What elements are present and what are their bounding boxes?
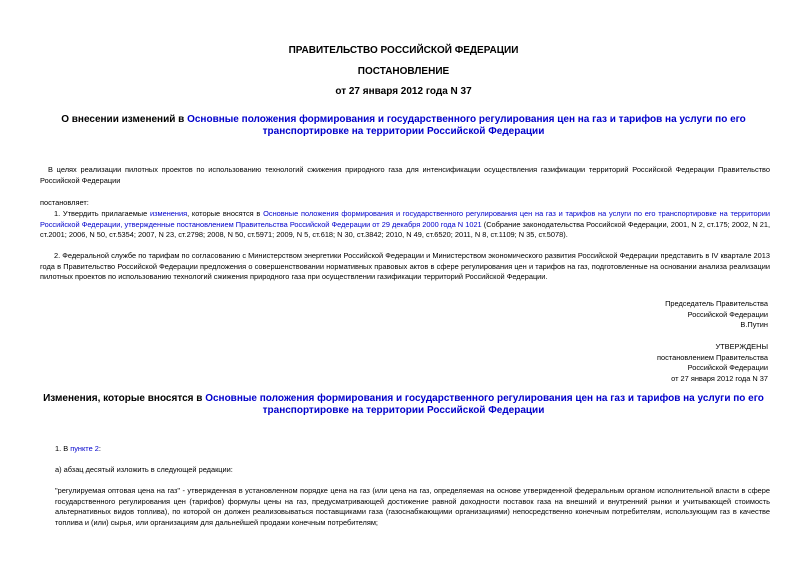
clause-2-link[interactable]: пункте 2: [70, 444, 99, 453]
item1-text-1: 1. В: [55, 444, 71, 453]
signature-name: В.Путин: [740, 320, 768, 329]
changes-title-link[interactable]: Основные положения формирования и государственного регулирования цен на газ и тарифов на услуги по его транспортировке на территории Российской Федерации: [205, 393, 764, 416]
signature-country: Российской Федерации: [687, 309, 768, 319]
approved-block: [560, 342, 768, 384]
approved-label: УТВЕРЖДЕНЫ: [715, 342, 768, 351]
decrees-word: постановляет:: [40, 198, 89, 207]
item-2-paragraph: 2. Федеральной службе по тарифам по согласованию с Министерством энергетики Российской Федерации и Министерством экономического развития Российской Федерации представить в IV квартале 2013 года в Правительство Российской Федерации предложения о совершенствовании нормативных правовых актов в сфере регулирования цен и тарифов на газ, подготовленные на основании анализа реализации пилотных проектов по использованию технологий сжижения природного газа при осуществлении газификации территорий Российской Федерации.: [40, 251, 770, 281]
p1-text-1: 1. Утвердить прилагаемые: [54, 209, 150, 218]
changes-title: [35, 393, 772, 417]
title-prefix: О внесении изменений в: [61, 114, 188, 125]
signature-block: [560, 299, 768, 331]
document-type-heading: ПОСТАНОВЛЕНИЕ: [357, 66, 450, 77]
changes-title-prefix: Изменения, которые вносятся в: [43, 393, 206, 404]
signature-position: Председатель Правительства: [665, 299, 768, 308]
definition-quote: "регулируемая оптовая цена на газ" - утвержденная в установленном порядке цена на газ (или цена на газ, определяемая на основе утвержденной федеральным органом исполнительной власти в сфере государственного регулирования цен (тарифов) формулы цены на газ, предусматривающей достижение равной доходности поставок газа на внешний и внутренний рынки и учитывающей стоимость альтернативных видов топлива), по которой он должен реализовываться поставщиками газа (газоснабжающими организациями) непосредственно конечным потребителям, использующим газ в качестве топлива и (или) сырья, или организациям для дальнейшей продажи конечным потребителям;: [55, 486, 770, 527]
approved-by: постановлением Правительства: [657, 352, 768, 362]
p1-text-2: , которые вносятся в: [187, 209, 264, 218]
basic-provisions-link[interactable]: Основные положения формирования и государственного регулирования цен на газ и тарифов на услуги по его транспортировке на территории Российской Федерации, утвержденные постановлением Правительства Российской Федерации от 29 декабря 2000 года N 1021: [40, 209, 770, 229]
title-link[interactable]: Основные положения формирования и государственного регулирования цен на газ и тарифов на услуги по его транспортировке на территории Российской Федерации: [187, 114, 746, 137]
p1-text-3: (Собрание законодательства Российской Федерации, 2001, N 2, ст.175; 2002, N 21, ст.2001; 2006, N 50, ст.5354; 2007, N 23, ст.2798; 2008, N 50, ст.5971; 2009, N 5, ст.618; N 30, ст.3842; 2010, N 49, ст.6520; 2011, N 8, ст.1109; N 35, ст.5078).: [40, 219, 771, 239]
item-a-paragraph: а) абзац десятый изложить в следующей редакции:: [55, 465, 233, 474]
approved-country: Российской Федерации: [687, 363, 768, 372]
government-heading: ПРАВИТЕЛЬСТВО РОССИЙСКОЙ ФЕДЕРАЦИИ: [288, 45, 519, 56]
item-1-heading: [55, 444, 755, 455]
item1-text-2: :: [98, 444, 101, 453]
item-1-paragraph: [40, 209, 770, 241]
intro-paragraph: В целях реализации пилотных проектов по использованию технологий сжижения природного газа для интенсификации осуществления газификации территорий Российской Федерации Правительство Российской Федерации: [40, 165, 770, 185]
approved-date: от 27 января 2012 года N 37: [671, 373, 768, 383]
changes-link[interactable]: изменения: [149, 209, 188, 218]
document-title: [35, 114, 772, 138]
document-date-heading: от 27 января 2012 года N 37: [335, 86, 472, 97]
